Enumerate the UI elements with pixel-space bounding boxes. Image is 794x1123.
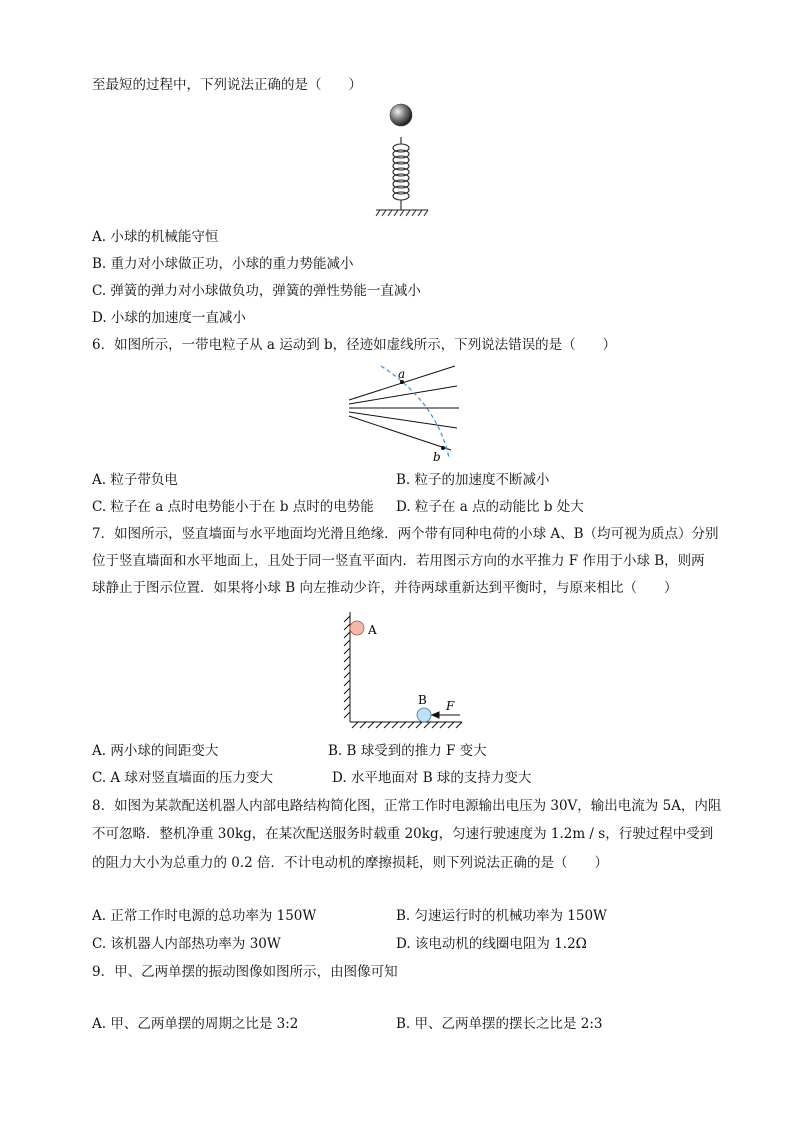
q8-stem-line-2: 不可忽略．整机净重 30kg，在某次配送服务时载重 20kg，匀速行驶速度为 1.2m / s，行驶过程中受到: [92, 826, 714, 842]
q6-option-a: A. 粒子带负电: [92, 472, 178, 488]
ball-A: [350, 621, 364, 635]
q8-option-d: D. 该电动机的线圈电阻为 1.2Ω: [396, 936, 587, 952]
q6-option-b: B. 粒子的加速度不断减小: [396, 472, 550, 488]
q7-wall-floor-figure: [338, 606, 470, 734]
ball-B: [417, 708, 431, 722]
label-a: a: [398, 367, 406, 381]
horizontal-floor: [350, 722, 462, 728]
q5-option-a: A. 小球的机械能守恒: [92, 229, 219, 245]
q8-option-b: B. 匀速运行时的机械功率为 150W: [396, 908, 607, 924]
q9-option-a: A. 甲、乙两单摆的周期之比是 3:2: [92, 1016, 299, 1032]
q7-option-b: B. B 球受到的推力 F 变大: [328, 743, 487, 759]
label-F: F: [446, 699, 455, 713]
q8-option-a: A. 正常工作时电源的总功率为 150W: [92, 908, 317, 924]
q7-option-d: D. 水平地面对 B 球的支持力变大: [332, 770, 532, 786]
q7-option-c: C. A 球对竖直墙面的压力变大: [92, 770, 273, 786]
q8-stem-line-1: 8．如图为某款配送机器人内部电路结构简化图，正常工作时电源输出电压为 30V，输出电流为 5A，内阻: [92, 798, 722, 814]
ground-hatch: [376, 210, 428, 216]
point-b: [441, 446, 445, 450]
vertical-wall: [344, 612, 350, 722]
q5-option-d: D. 小球的加速度一直减小: [92, 310, 246, 326]
label-A: A: [368, 623, 377, 637]
q8-option-c: C. 该机器人内部热功率为 30W: [92, 936, 281, 952]
q7-stem-line-2: 位于竖直墙面和水平地面上，且处于同一竖直平面内．若用图示方向的水平推力 F 作用于小球 B，则两: [92, 553, 705, 569]
q5-option-b: B. 重力对小球做正功，小球的重力势能减小: [92, 256, 354, 272]
q8-stem-line-3: 的阻力大小为总重力的 0.2 倍．不计电动机的摩擦损耗，则下列说法正确的是（ ）: [92, 855, 609, 871]
q6-stem: 6．如图所示，一带电粒子从 a 运动到 b，径迹如虚线所示，下列说法错误的是（ ）: [92, 337, 617, 353]
q5-spring-ball-figure: [372, 102, 432, 220]
q7-stem-line-1: 7．如图所示，竖直墙面与水平地面均光滑且绝缘．两个带有同种电荷的小球 A、B（均可视为质点）分别: [92, 526, 719, 542]
q9-option-b: B. 甲、乙两单摆的摆长之比是 2:3: [396, 1016, 603, 1032]
spring-coil: [393, 137, 409, 210]
label-b: b: [433, 450, 441, 464]
q7-option-a: A. 两小球的间距变大: [92, 743, 219, 759]
q6-option-c: C. 粒子在 a 点时电势能小于在 b 点时的电势能: [92, 499, 374, 515]
q5-stem: 至最短的过程中，下列说法正确的是（ ）: [92, 77, 362, 93]
label-B: B: [418, 693, 427, 707]
q7-stem-line-3: 球静止于图示位置．如果将小球 B 向左推动少许，并待两球重新达到平衡时，与原来相比（ ）: [92, 580, 678, 596]
q6-electric-field-figure: [345, 362, 465, 464]
particle-trajectory: [381, 366, 449, 458]
q6-option-d: D. 粒子在 a 点的动能比 b 处大: [396, 499, 584, 515]
ball: [390, 104, 412, 126]
q5-option-c: C. 弹簧的弹力对小球做负功，弹簧的弹性势能一直减小: [92, 283, 421, 299]
q9-stem: 9．甲、乙两单摆的振动图像如图所示，由图像可知: [92, 964, 398, 980]
